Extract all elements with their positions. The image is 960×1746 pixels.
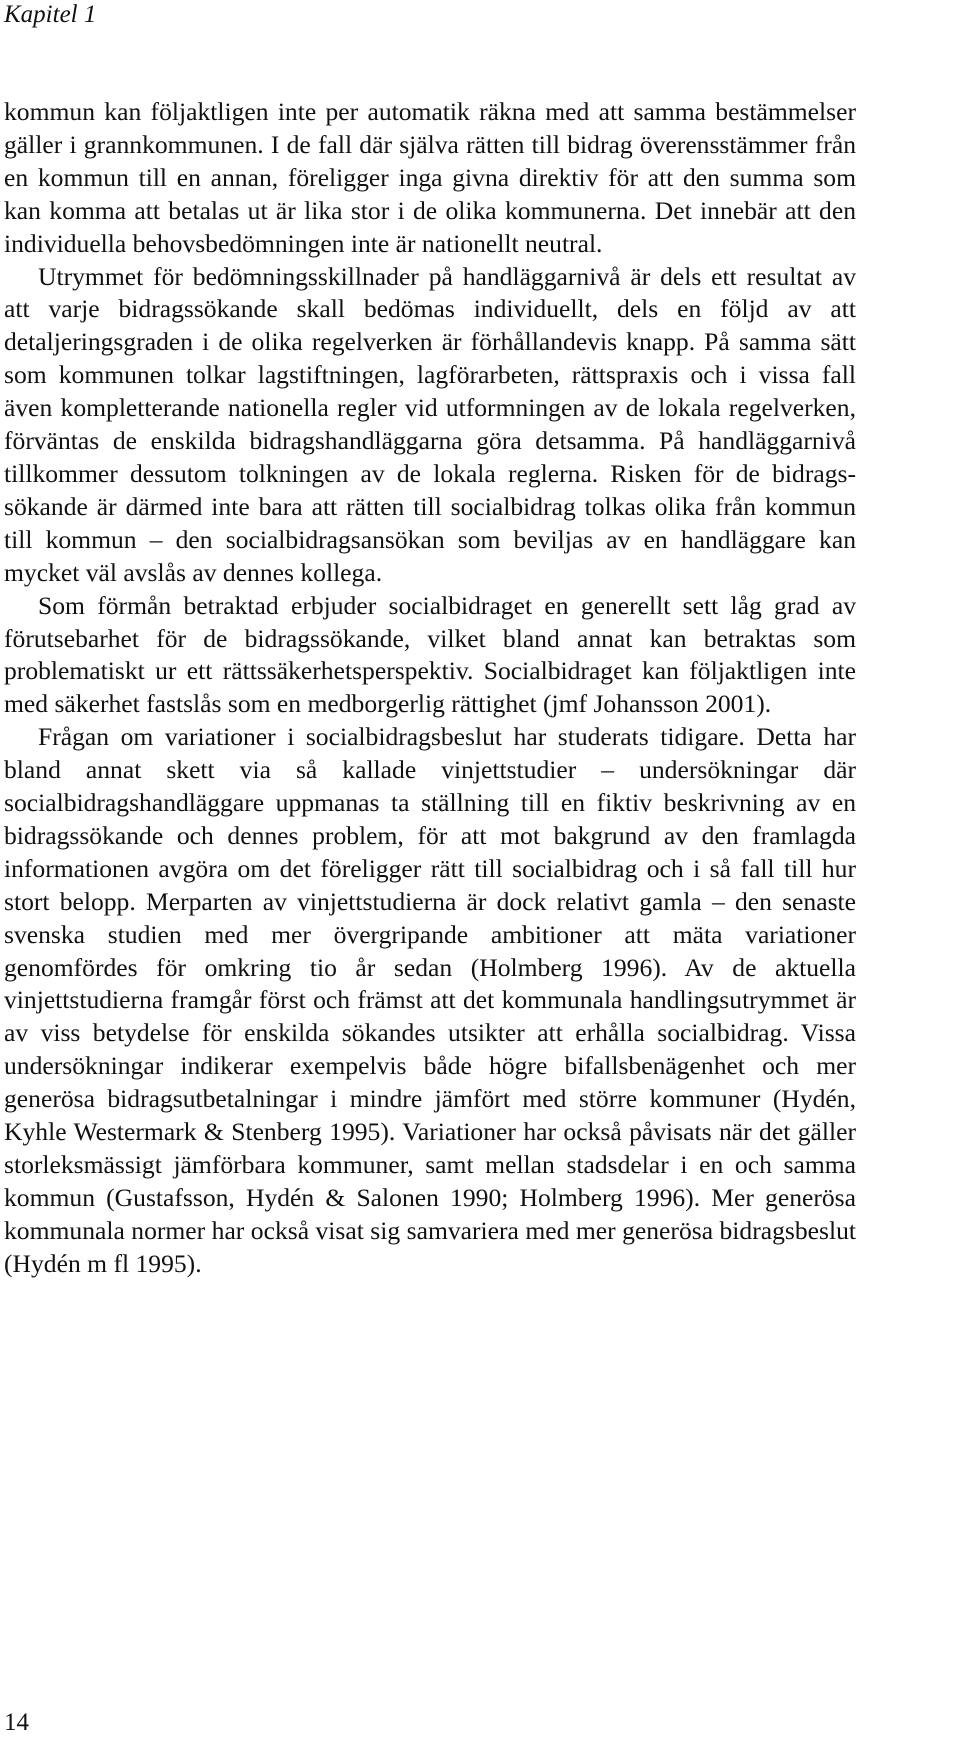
paragraph: Frågan om variationer i socialbidragsbeslut har studerats tidigare. Detta har bland annat skett via så kallade vinjettstudier – undersökningar där socialbidragshandläggare uppmanas ta ställning till en fiktiv beskrivning av en bidragssökande och dennes problem, för att mot bakgrund av den framlagda informationen avgöra om det föreligger rätt till socialbidrag och i så fall till hur stort belopp. Merparten av vinjettstudierna är dock relativt gamla – den senaste svenska studien med mer övergripande ambitioner att mäta variationer genomfördes för omkring tio år sedan (Holmberg 1996). Av de aktuella vinjettstudierna framgår först och främst att det kommunala handlingsutrymmet är av viss betydelse för enskilda sökandes utsikter att erhålla socialbidrag. Vissa undersökningar indikerar exempelvis både högre bifallsbenägenhet och mer generösa bidragsutbetalningar i mindre jämfört med större kommuner (Hydén, Kyhle Westermark & Stenberg 1995). Variationer har också påvisats när det gäller storleksmässigt jämförbara kommuner, samt mellan stadsdelar i en och samma kommun (Gustafsson, Hydén & Salonen 1990; Holmberg 1996). Mer generösa kommunala normer har också visat sig samvariera med mer generösa bidragsbeslut (Hydén m fl 1995). [4, 722, 856, 1278]
body-text [4, 96, 856, 1281]
paragraph-continued: kommun kan följaktligen inte per automatik räkna med att samma bestämmelser gäller i grannkommunen. I de fall där själva rätten till bidrag överensstämmer från en kommun till en annan, föreligger inga givna direktiv för att den summa som kan komma att betalas ut är lika stor i de olika kommunerna. Det innebär att den individuella behovsbedömningen inte är nationellt neutral. [4, 97, 856, 258]
paragraph: Som förmån betraktad erbjuder socialbidraget en generellt sett låg grad av förutsebarhet för de bidragssökande, vilket bland annat kan betraktas som problematiskt ur ett rättssäkerhetsperspektiv. Socialbidraget kan följaktligen inte med säkerhet fastslås som en medborgerlig rättighet (jmf Johansson 2001). [4, 590, 856, 719]
page-number: 14 [4, 1709, 29, 1736]
paragraph: Utrymmet för bedömningsskillnader på handläggarnivå är dels ett resultat av att varje bidragssökande skall bedömas individuellt, dels en följd av att detaljeringsgraden i de olika regelverken är förhållandevis knapp. På samma sätt som kommunen tolkar lagstiftningen, lagförarbeten, rättspraxis och i vissa fall även kompletterande nationella regler vid utformningen av de lokala regelverken, förväntas de enskilda bidragshandläggarna göra detsamma. På handläggarnivå tillkommer dessutom tolkningen av de lokala reglerna. Risken för de bidragssökande är därmed inte bara att rätten till socialbidrag tolkas olika från kommun till kommun – den socialbidragsansökan som beviljas av en handläggare kan mycket väl avslås av dennes kollega. [4, 261, 856, 587]
running-head: Kapitel 1 [4, 1, 97, 28]
